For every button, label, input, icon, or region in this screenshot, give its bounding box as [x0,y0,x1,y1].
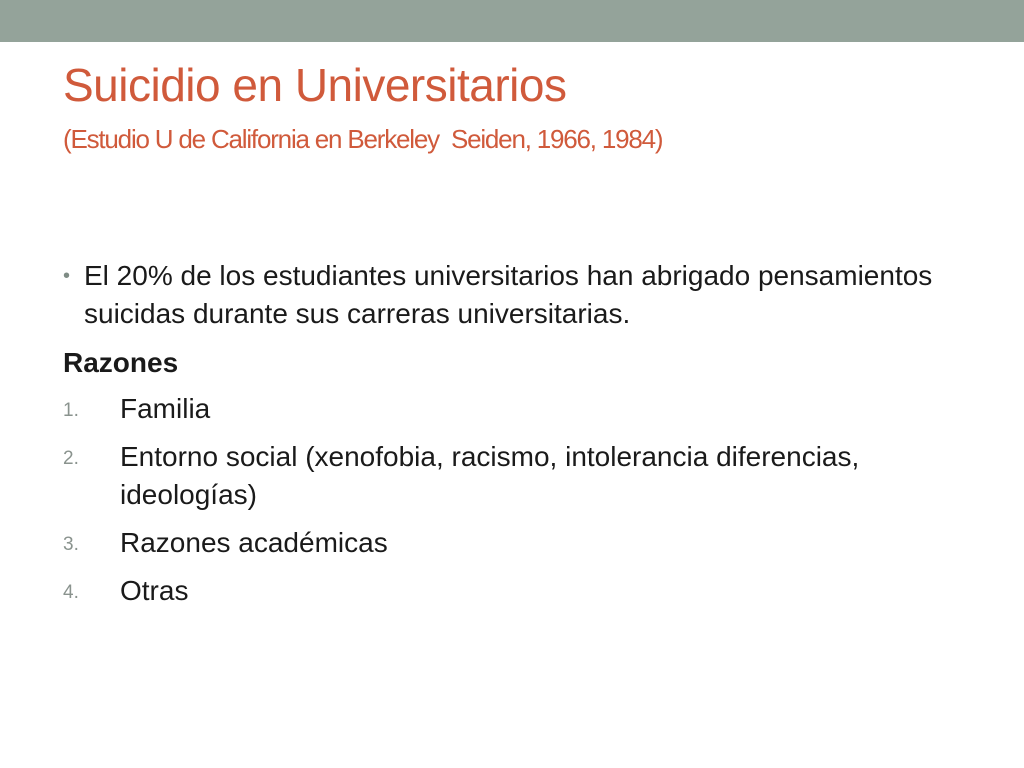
list-number: 1. [63,400,79,421]
list-number: 4. [63,582,79,603]
list-item-text: Razones académicas [120,527,388,558]
list-item [63,572,963,610]
bullet-paragraph [63,257,963,333]
reasons-list [63,390,963,610]
list-item [63,524,963,562]
list-item-text: Otras [120,575,189,606]
list-number: 2. [63,448,79,469]
list-item-text: Familia [120,393,211,424]
list-number: 3. [63,534,79,555]
reasons-heading: Razones [63,347,179,378]
bullet-dot-icon: • [63,265,71,287]
list-item [63,438,963,514]
slide-title: Suicidio en Universitarios [63,59,567,111]
list-item [63,390,963,428]
slide-body [63,257,963,620]
slide-subtitle: (Estudio U de California en Berkeley Seiden, 1966, 1984) [63,124,663,154]
list-item-text: Entorno social (xenofobia, racismo, intolerancia diferencias, ideologías) [120,441,860,510]
bullet-text: El 20% de los estudiantes universitarios han abrigado pensamientos suicidas durante sus carreras universitarias. [84,260,933,329]
top-bar [0,0,1024,42]
